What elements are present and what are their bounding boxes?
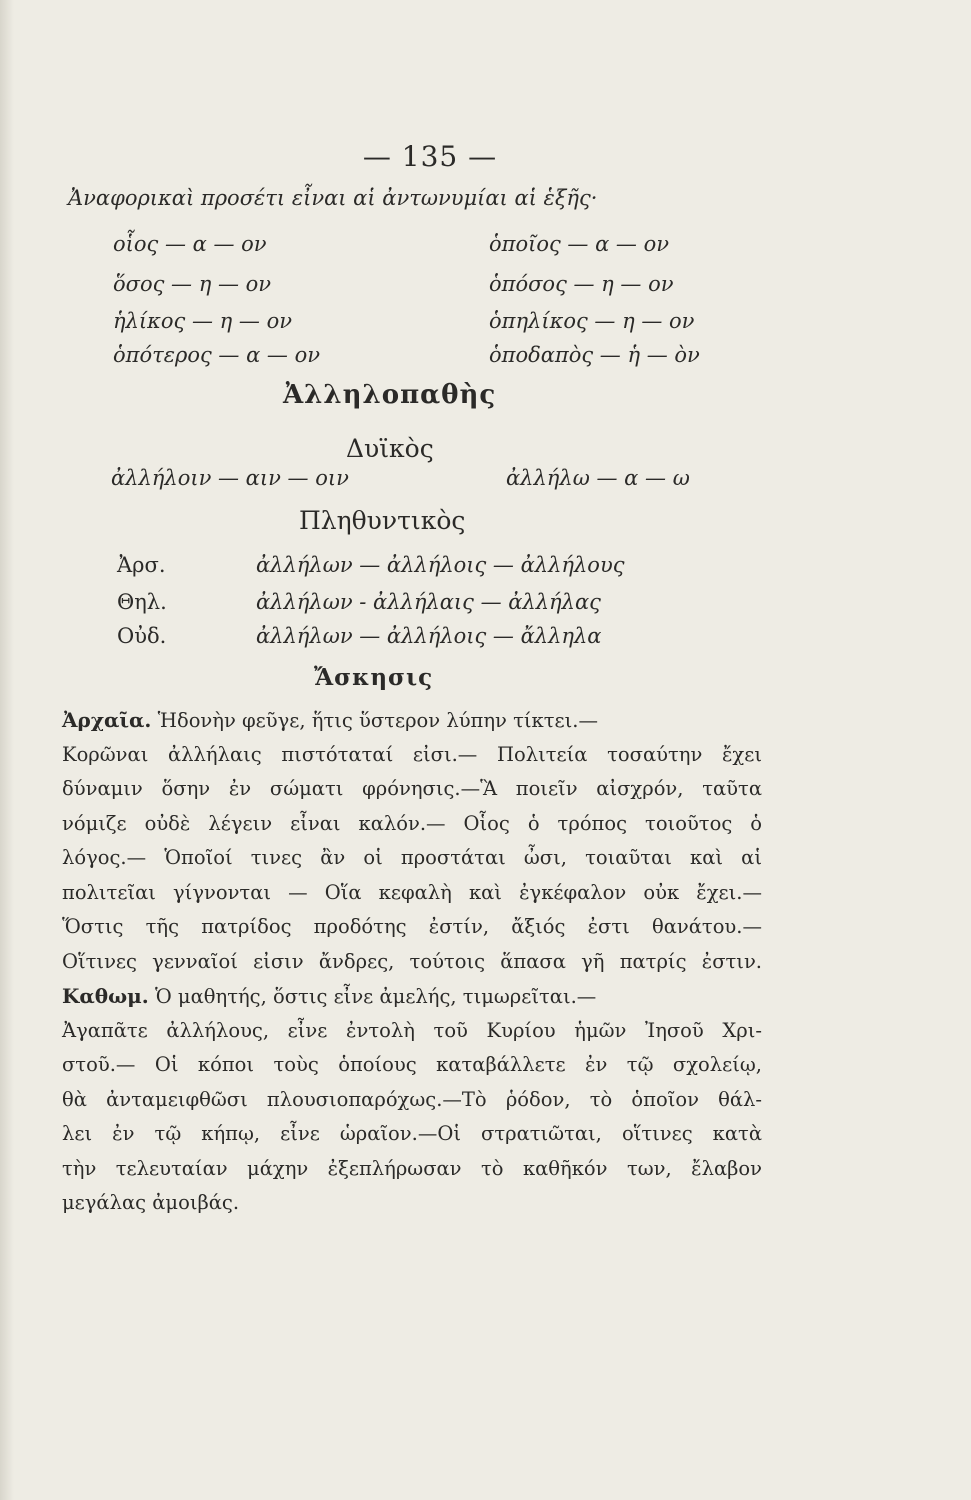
text-line: θὰ ἀνταμειφθῶσι πλουσιοπαρόχως.—Τὸ ῥόδον, τὸ ὁποῖον θάλ- xyxy=(62,1087,762,1111)
page-binding-edge xyxy=(0,0,14,1500)
ancient-exercise-paragraph xyxy=(62,703,762,979)
text-line: Ἀρχαῖα. Ἡδονὴν φεῦγε, ἥτις ὕστερον λύπην τίκτει.— xyxy=(62,708,598,732)
gender-label-neuter: Οὐδ. xyxy=(117,624,167,648)
plural-heading: Πληθυντικὸς xyxy=(299,506,466,535)
modern-exercise-paragraph xyxy=(62,979,762,1221)
exercises-heading: Ἄσκησις xyxy=(314,664,434,691)
text-line: Ὅστις τῆς πατρίδος προδότης ἐστίν, ἄξιός ἐστι θανάτου.— xyxy=(62,915,762,938)
gender-label-feminine: Θηλ. xyxy=(117,590,167,614)
reciprocal-heading: Ἀλληλοπαθὴς xyxy=(283,380,497,410)
text-line: λει ἐν τῷ κήπῳ, εἶνε ὡραῖον.—Οἱ στρατιῶται, οἵτινες κατὰ xyxy=(62,1122,762,1145)
text-line: λόγος.— Ὁποῖοί τινες ἂν οἱ προστάται ὦσι, τοιαῦται καὶ αἱ xyxy=(62,846,762,869)
intro-line: Ἀναφορικαὶ προσέτι εἶναι αἱ ἀντωνυμίαι αἱ ἑξῆς· xyxy=(68,186,598,210)
page-number: — 135 — xyxy=(362,140,498,173)
gender-label-masculine: Ἀρσ. xyxy=(117,553,166,577)
relative-right-1: ὁποῖος — α — ον xyxy=(489,232,670,256)
relative-left-1: οἷος — α — ον xyxy=(113,232,267,256)
relative-right-2: ὁπόσος — η — ον xyxy=(489,272,674,296)
dual-forms-left: ἀλλήλοιν — αιν — οιν xyxy=(111,466,349,490)
plural-forms-masculine: ἀλλήλων — ἀλλήλοις — ἀλλήλους xyxy=(256,553,625,577)
text-line: Καθωμ. Ὁ μαθητής, ὅστις εἶνε ἀμελής, τιμωρεῖται.— xyxy=(62,984,597,1008)
plural-forms-feminine: ἀλλήλων - ἀλλήλαις — ἀλλήλας xyxy=(256,590,601,614)
text-line: Κορῶναι ἀλλήλαις πιστόταταί εἰσι.— Πολιτεία τοσαύτην ἔχει xyxy=(62,742,762,766)
text-line: μεγάλας ἀμοιβάς. xyxy=(62,1191,240,1214)
dual-forms-right: ἀλλήλω — α — ω xyxy=(506,466,690,490)
text-line: τὴν τελευταίαν μάχην ἐξεπλήρωσαν τὸ καθῆκόν των, ἔλαβον xyxy=(62,1156,762,1180)
relative-right-3: ὁπηλίκος — η — ον xyxy=(489,309,695,333)
text-line: Ἀγαπᾶτε ἀλλήλους, εἶνε ἐντολὴ τοῦ Κυρίου ἡμῶν Ἰησοῦ Χρι- xyxy=(62,1018,762,1042)
dual-heading: Δυϊκὸς xyxy=(346,434,434,463)
text-line: στοῦ.— Οἱ κόποι τοὺς ὁποίους καταβάλλετε ἐν τῷ σχολείῳ, xyxy=(62,1053,762,1076)
plural-forms-neuter: ἀλλήλων — ἀλλήλοις — ἄλληλα xyxy=(256,624,602,648)
ancient-label: Ἀρχαῖα. xyxy=(62,708,152,732)
relative-left-2: ὅσος — η — ον xyxy=(113,272,272,296)
relative-left-4: ὁπότερος — α — ον xyxy=(113,343,321,367)
text-line: δύναμιν ὅσην ἐν σώματι φρόνησις.—Ἃ ποιεῖν αἰσχρόν, ταῦτα xyxy=(62,777,762,800)
modern-label: Καθωμ. xyxy=(62,984,149,1008)
text-line: Οἵτινες γενναῖοί εἰσιν ἄνδρες, τούτοις ἅπασα γῆ πατρίς ἐστιν. xyxy=(62,949,762,973)
relative-left-3: ἡλίκος — η — ον xyxy=(113,309,292,333)
relative-right-4: ὁποδαπὸς — ἡ — ὸν xyxy=(489,343,700,367)
text-line: νόμιζε οὐδὲ λέγειν εἶναι καλόν.— Οἷος ὁ τρόπος τοιοῦτος ὁ xyxy=(62,811,762,835)
text-line: πολιτεῖαι γίγνονται — Οἵα κεφαλὴ καὶ ἐγκέφαλον οὐκ ἔχει.— xyxy=(62,880,762,904)
